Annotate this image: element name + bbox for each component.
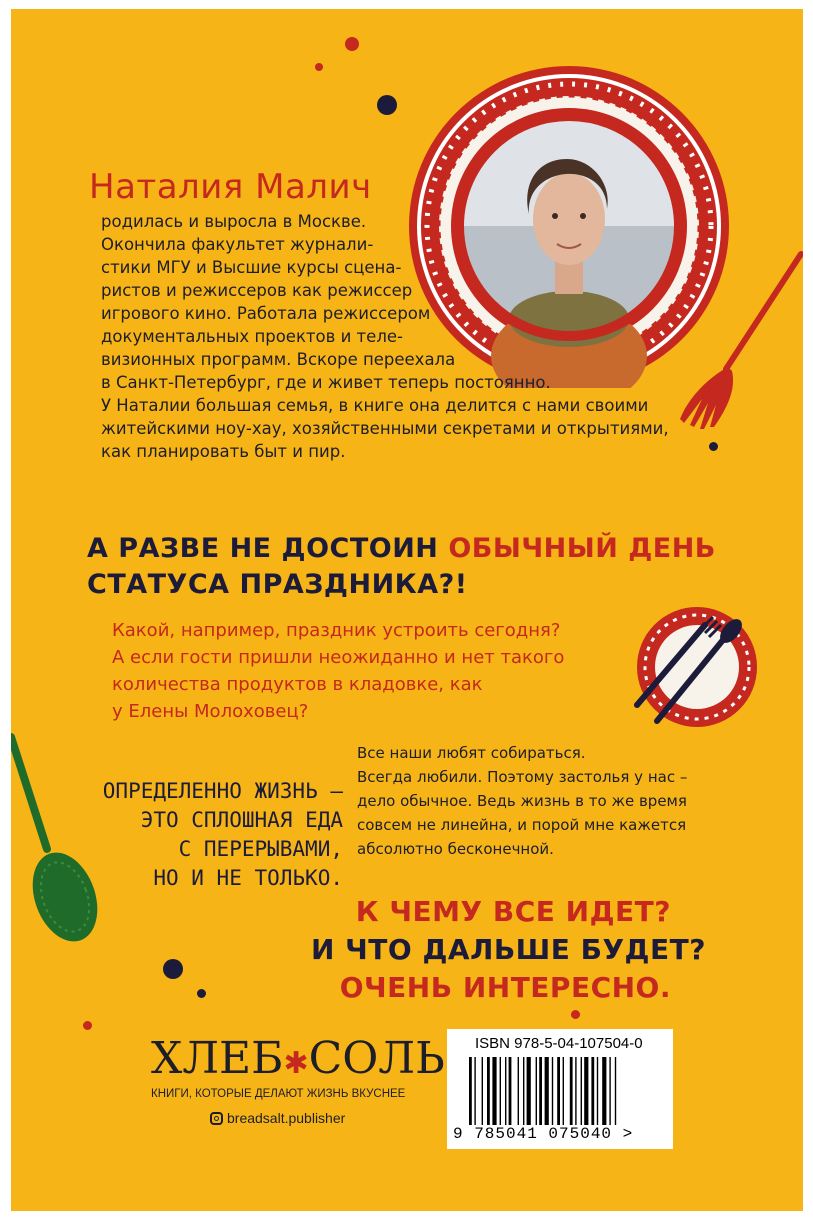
quote-line: ЭТО СПЛОШНАЯ ЕДА xyxy=(140,808,343,832)
quote-block xyxy=(71,777,343,893)
question-line: у Елены Молоховец? xyxy=(112,701,309,722)
decor-dot xyxy=(83,1021,92,1030)
fork-icon xyxy=(666,249,803,429)
barcode-bars xyxy=(469,1057,659,1125)
bio-line: игрового кино. Работала режиссером xyxy=(101,304,431,323)
bio-line: визионных программ. Вскоре переехала xyxy=(101,350,456,369)
decor-dot xyxy=(377,95,397,115)
final-line-2: И ЧТО ДАЛЬШЕ БУДЕТ? xyxy=(311,933,706,966)
isbn-digits: 9 785041 075040 > xyxy=(453,1125,634,1143)
bio-line: как планировать быт и пир. xyxy=(101,442,346,461)
publisher-logo-text xyxy=(151,1033,445,1084)
book-back-cover xyxy=(11,9,803,1211)
bio-line: в Санкт-Петербург, где и живет теперь постоянно. xyxy=(101,373,551,392)
final-line-1: К ЧЕМУ ВСЕ ИДЕТ? xyxy=(355,895,671,928)
bio-line: документальных проектов и теле- xyxy=(101,327,403,346)
author-bio xyxy=(101,210,669,463)
quote-line: ОПРЕДЕЛЕННО ЖИЗНЬ – xyxy=(102,779,343,803)
decor-dot xyxy=(197,989,206,998)
bio-line: стики МГУ и Высшие курсы сцена- xyxy=(101,258,402,277)
decor-dot xyxy=(709,442,718,451)
decor-dot xyxy=(315,63,323,71)
question-line: А если гости пришли неожиданно и нет такого xyxy=(112,647,565,668)
publisher-tagline: КНИГИ, КОТОРЫЕ ДЕЛАЮТ ЖИЗНЬ ВКУСНЕЕ xyxy=(151,1088,406,1100)
family-line: Всегда любили. Поэтому застолья у нас – xyxy=(357,768,688,786)
instagram-icon xyxy=(210,1112,223,1125)
bio-line: ристов и режиссеров как режиссер xyxy=(101,281,413,300)
publisher-logo xyxy=(151,1033,445,1084)
instagram-handle: breadsalt.publisher xyxy=(227,1110,346,1126)
family-line: Все наши любят собираться. xyxy=(357,744,586,762)
bio-line: житейскими ноу-хау, хозяйственными секретами и открытиями, xyxy=(101,419,669,438)
decor-dot xyxy=(163,959,183,979)
publisher-instagram xyxy=(210,1108,345,1127)
family-line: совсем не линейна, и порой мне кажется xyxy=(357,816,687,834)
family-line: абсолютно бесконечной. xyxy=(357,840,554,858)
final-line-3: ОЧЕНЬ ИНТЕРЕСНО. xyxy=(339,971,671,1004)
family-text-block xyxy=(357,741,687,861)
logo-left: ХЛЕБ xyxy=(151,1033,284,1084)
quote-line: С ПЕРЕРЫВАМИ, xyxy=(178,837,343,861)
headline-accent: ОБЫЧНЫЙ ДЕНЬ xyxy=(448,533,716,564)
isbn-label: ISBN 978-5-04-107504-0 xyxy=(475,1035,643,1052)
question-line: количества продуктов в кладовке, как xyxy=(112,674,483,695)
bio-line: Окончила факультет журнали- xyxy=(101,235,374,254)
bio-line: У Наталии большая семья, в книге она делится с нами своими xyxy=(101,396,649,415)
headline xyxy=(87,531,716,603)
author-name: Наталия Малич xyxy=(89,167,372,207)
headline-line-1 xyxy=(87,531,716,567)
logo-right: СОЛЬ xyxy=(308,1033,445,1084)
headline-line-2: СТАТУСА ПРАЗДНИКА?! xyxy=(87,569,468,600)
questions-block xyxy=(112,617,564,725)
isbn-barcode xyxy=(447,1029,673,1149)
decor-dot xyxy=(571,1010,580,1019)
logo-separator: ✱ xyxy=(283,1046,309,1081)
decor-dot xyxy=(345,37,359,51)
plate-with-cutlery-icon xyxy=(617,605,767,735)
bio-line: родилась и выросла в Москве. xyxy=(101,212,367,231)
final-block xyxy=(311,893,706,1007)
headline-text: А РАЗВЕ НЕ ДОСТОИН xyxy=(87,533,449,564)
family-line: дело обычное. Ведь жизнь в то же время xyxy=(357,792,687,810)
quote-line: НО И НЕ ТОЛЬКО. xyxy=(153,866,343,890)
question-line: Какой, например, праздник устроить сегодня? xyxy=(112,620,561,641)
